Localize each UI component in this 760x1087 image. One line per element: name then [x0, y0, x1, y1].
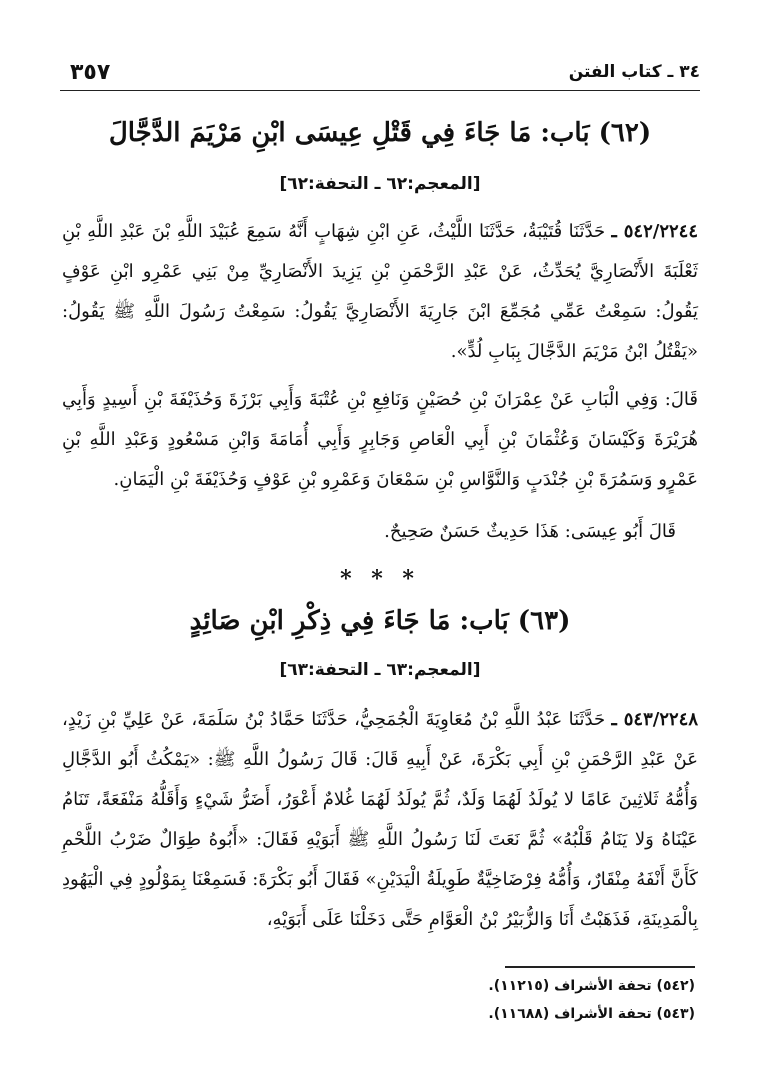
hadith-2248: [62, 700, 698, 940]
chapter-title-63: (٦٣) بَاب: مَا جَاءَ فِي ذِكْرِ ابْنِ صَائِدٍ: [189, 606, 571, 636]
hadith-text: حَدَّثَنَا قُتَيْبَةُ، حَدَّثَنَا اللَّيْثُ، عَنِ ابْنِ شِهَابٍ أَنَّهُ سَمِعَ عُبَيْدَ اللَّهِ بْنَ عَبْدِ اللَّهِ بْنِ ثَعْلَبَةَ الأَنْصَارِيَّ يُحَدِّثُ، عَنْ عَبْدِ الرَّحْمَنِ بْنِ يَزِيدَ الأَنْصَارِيِّ مِنْ بَنِي عَمْرِو ابْنِ عَوْفٍ يَقُولُ: سَمِعْتُ عَمِّي مُجَمِّعَ ابْنَ جَارِيَةَ الأَنْصَارِيَّ يَقُولُ: سَمِعْتُ رَسُولَ اللَّهِ ﷺ يَقُولُ: «يَقْتُلُ ابْنُ مَرْيَمَ الدَّجَّالَ بِبَابِ لُدٍّ».: [62, 221, 699, 362]
hadith-number: ٥٤٢/٢٢٤٤ ـ: [611, 221, 698, 242]
chapter-title-62: (٦٢) بَاب: مَا جَاءَ فِي قَتْلِ عِيسَى ابْنِ مَرْيَمَ الدَّجَّالَ: [108, 118, 652, 148]
page-number: ٣٥٧: [70, 59, 111, 85]
footnote-542: (٥٤٢) تحفة الأشراف (١١٢١٥).: [488, 978, 695, 994]
footnote-rule: [505, 966, 695, 968]
footnote-543: (٥٤٣) تحفة الأشراف (١١٦٨٨).: [488, 1006, 695, 1022]
mujam-reference-63: [المعجم:٦٣ ـ التحفة:٦٣]: [279, 660, 481, 680]
mujam-reference-62: [المعجم:٦٢ ـ التحفة:٦٢]: [279, 174, 481, 194]
page-header: [70, 56, 700, 88]
hadith-2244: [62, 212, 698, 372]
section-separator: * * *: [340, 566, 420, 592]
grading-paragraph: قَالَ أَبُو عِيسَى: هَذَا حَدِيثٌ حَسَنٌ صَحِيحٌ.: [384, 521, 676, 542]
commentary-paragraph: قَالَ: وَفِي الْبَابِ عَنْ عِمْرَانَ بْنِ حُصَيْنٍ وَنَافِعِ بْنِ عُتْبَةَ وَأَبِي بَرْزَةَ وَحُذَيْفَةَ بْنِ أَسِيدٍ وَأَبِي هُرَيْرَةَ وَكَيْسَانَ وَعُثْمَانَ بْنِ أَبِي الْعَاصِ وَجَابِرٍ وَأَبِي أُمَامَةَ وَابْنِ مَسْعُودٍ وَعَبْدِ اللَّهِ بْنِ عَمْرٍو وَسَمُرَةَ بْنِ جُنْدَبٍ وَالنَّوَّاسِ بْنِ سَمْعَانَ وَعَمْرِو بْنِ عَوْفٍ وَحُذَيْفَةَ بْنِ الْيَمَانِ.: [62, 389, 698, 490]
header-rule: [60, 90, 700, 91]
hadith-number: ٥٤٣/٢٢٤٨ ـ: [611, 709, 698, 730]
running-head: ٣٤ ـ كتاب الفتن: [568, 62, 700, 82]
hadith-text: حَدَّثَنَا عَبْدُ اللَّهِ بْنُ مُعَاوِيَةَ الْجُمَحِيُّ، حَدَّثَنَا حَمَّادُ بْنُ سَلَمَةَ، عَنْ عَلِيِّ بْنِ زَيْدٍ، عَنْ عَبْدِ الرَّحْمَنِ بْنِ أَبِي بَكْرَةَ، عَنْ أَبِيهِ قَالَ: قَالَ رَسُولُ اللَّهِ ﷺ: «يَمْكُثُ أَبُو الدَّجَّالِ وَأُمُّهُ ثَلاثِينَ عَامًا لا يُولَدُ لَهُمَا وَلَدٌ، ثُمَّ يُولَدُ لَهُمَا غُلامٌ أَعْوَرُ، أَضَرُّ شَيْءٍ وَأَقَلُّهُ مَنْفَعَةً، تَنَامُ عَيْنَاهُ وَلا يَنَامُ قَلْبُهُ» ثُمَّ نَعَتَ لَنَا رَسُولُ اللَّهِ ﷺ أَبَوَيْهِ فَقَالَ: «أَبُوهُ طِوَالٌ ضَرْبُ اللَّحْمِ كَأَنَّ أَنْفَهُ مِنْقَارٌ، وَأُمُّهُ فِرْضَاخِيَّةٌ طَوِيلَةُ الْيَدَيْنِ» فَقَالَ أَبُو بَكْرَةَ: فَسَمِعْنَا بِمَوْلُودٍ فِي الْيَهُودِ بِالْمَدِينَةِ، فَذَهَبْتُ أَنَا وَالزُّبَيْرُ بْنُ الْعَوَّامِ حَتَّى دَخَلْنَا عَلَى أَبَوَيْهِ،: [62, 709, 698, 930]
